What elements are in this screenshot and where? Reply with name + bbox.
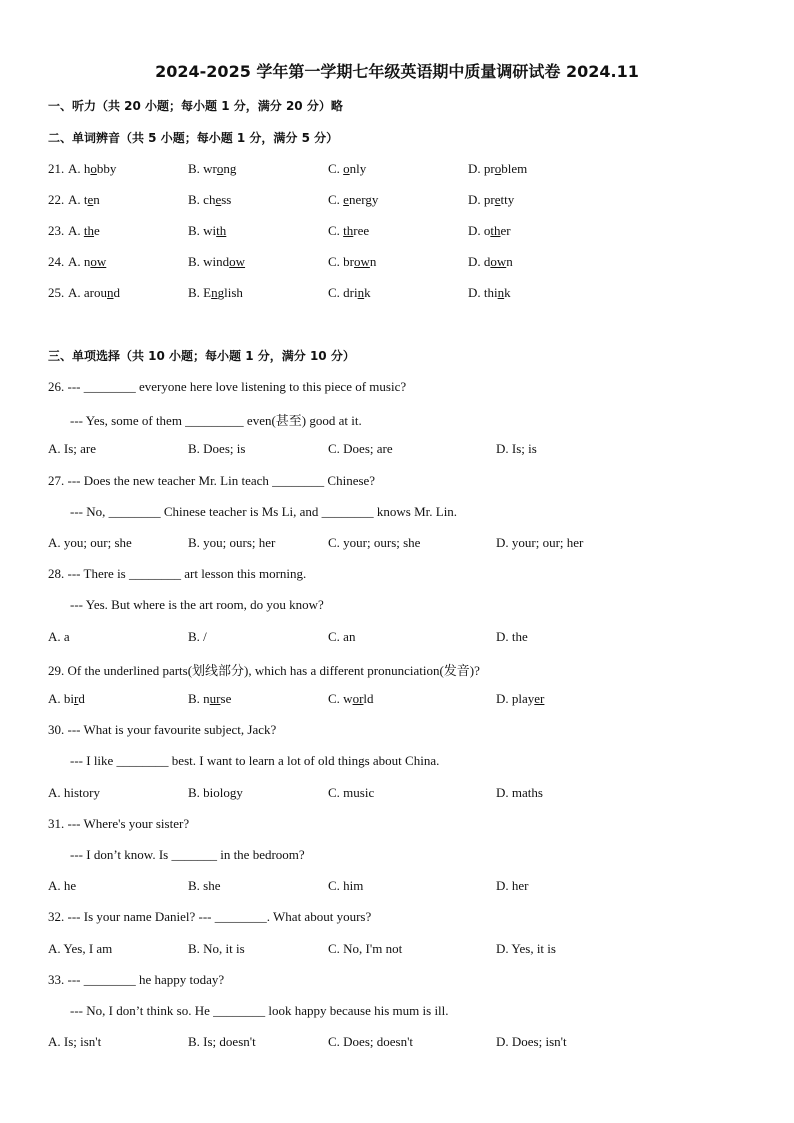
option-b: B. with [188,223,227,238]
option-a: A. a [48,629,70,644]
question-reply: --- I don’t know. Is _______ in the bedroom? [70,847,305,862]
question-number: 23. [48,223,65,238]
question-stem: 30. --- What is your favourite subject, Jack? [48,722,277,737]
option-d: D. her [496,878,529,893]
section-phonetics-heading: 二、单词辨音（共 5 小题；每小题 1 分，满分 5 分） [48,131,339,145]
question-stem: 26. --- ________ everyone here love listening to this piece of music? [48,379,407,394]
option-a: A. Is; isn't [48,1034,102,1049]
question-stem: 31. --- Where's your sister? [48,816,190,831]
option-d: D. problem [468,161,528,176]
option-c: C. three [328,223,370,238]
option-b: B. she [188,878,221,893]
question-stem: 32. --- Is your name Daniel? --- ________. What about yours? [48,909,372,924]
question-number: 24. [48,254,65,269]
option-c: C. your; ours; she [328,535,421,550]
question-reply: --- No, I don’t think so. He ________ look happy because his mum is ill. [70,1003,449,1018]
option-d: D. other [468,223,511,238]
option-c: C. No, I'm not [328,941,403,956]
section-listening-heading: 一、听力（共 20 小题；每小题 1 分，满分 20 分）略 [48,99,343,113]
page-title: 2024-2025 学年第一学期七年级英语期中质量调研试卷 2024.11 [155,62,639,81]
question-number: 22. [48,192,65,207]
option-c: C. an [328,629,356,644]
option-a: A. Yes, I am [48,941,113,956]
option-b: B. Does; is [188,441,246,456]
option-c: C. drink [328,285,371,300]
option-a: A. bird [48,691,85,706]
option-c: C. only [328,161,367,176]
option-c: C. him [328,878,364,893]
option-c: C. Does; are [328,441,393,456]
option-b: B. / [188,629,207,644]
question-stem: 29. Of the underlined parts(划线部分), which has a different pronunciation(发音)? [48,663,480,678]
option-d: D. Is; is [496,441,537,456]
section-choice-heading: 三、单项选择（共 10 小题；每小题 1 分，满分 10 分） [48,349,355,363]
option-c: C. Does; doesn't [328,1034,414,1049]
option-a: A. he [48,878,77,893]
option-a: A. the [68,223,100,238]
question-stem: 28. --- There is ________ art lesson this morning. [48,566,307,581]
option-d: D. maths [496,785,543,800]
option-b: B. wrong [188,161,237,176]
option-d: D. Does; isn't [496,1034,567,1049]
option-d: D. think [468,285,511,300]
option-b: B. you; ours; her [188,535,276,550]
option-c: C. world [328,691,374,706]
option-d: D. the [496,629,528,644]
option-a: A. hobby [68,161,117,176]
option-d: D. player [496,691,545,706]
option-c: C. music [328,785,375,800]
question-stem: 33. --- ________ he happy today? [48,972,225,987]
option-a: A. now [68,254,107,269]
option-b: B. English [188,285,243,300]
option-c: C. energy [328,192,379,207]
option-c: C. brown [328,254,377,269]
option-b: B. No, it is [188,941,245,956]
option-a: A. Is; are [48,441,97,456]
option-d: D. pretty [468,192,515,207]
option-b: B. window [188,254,246,269]
question-reply: --- Yes. But where is the art room, do you know? [70,597,324,612]
question-reply: --- Yes, some of them _________ even(甚至) good at it. [70,413,362,428]
question-stem: 27. --- Does the new teacher Mr. Lin teach ________ Chinese? [48,473,376,488]
option-a: A. around [68,285,120,300]
option-a: A. history [48,785,100,800]
option-b: B. chess [188,192,232,207]
option-b: B. biology [188,785,243,800]
option-b: B. nurse [188,691,232,706]
option-b: B. Is; doesn't [188,1034,256,1049]
option-d: D. Yes, it is [496,941,556,956]
option-a: A. ten [68,192,100,207]
option-a: A. you; our; she [48,535,132,550]
question-number: 21. [48,161,65,176]
question-reply: --- No, ________ Chinese teacher is Ms Li, and ________ knows Mr. Lin. [70,504,458,519]
option-d: D. your; our; her [496,535,584,550]
question-reply: --- I like ________ best. I want to learn a lot of old things about China. [70,753,440,768]
question-number: 25. [48,285,65,300]
option-d: D. down [468,254,513,269]
